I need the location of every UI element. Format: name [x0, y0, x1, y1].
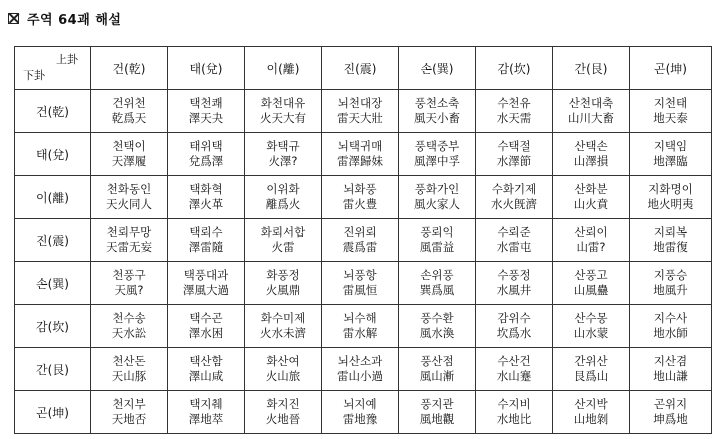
hexagram-cell [399, 262, 476, 305]
hexagram-cell [245, 133, 322, 176]
hexagram-cell [476, 219, 553, 262]
row-header: 감(坎) [15, 305, 91, 348]
hexagram-korean-name: 택화혁 [189, 182, 223, 196]
hexagram-cell [322, 90, 399, 133]
hexagram-cell [476, 90, 553, 133]
column-header: 태(兌) [168, 47, 245, 90]
hexagram-cell [630, 219, 712, 262]
hexagram-korean-name: 산택손 [574, 139, 608, 153]
hexagram-cell [91, 391, 168, 434]
hexagram-cell [91, 90, 168, 133]
document-title [8, 8, 121, 28]
hexagram-cell [245, 219, 322, 262]
hexagram-hanja-name: 風天小畜 [414, 111, 460, 125]
hexagram-cell [553, 391, 630, 434]
hexagram-hanja-name: 澤天夬 [188, 111, 224, 125]
table-row [15, 219, 712, 262]
hexagram-korean-name: 이위화 [266, 182, 300, 196]
hexagram-hanja-name: 巽爲風 [419, 283, 455, 297]
hexagram-hanja-name: 風火家人 [414, 197, 460, 211]
hexagram-hanja-name: 山火賁 [573, 197, 609, 211]
hexagram-korean-name: 뇌풍항 [343, 268, 377, 282]
column-header: 이(離) [245, 47, 322, 90]
hexagram-cell [399, 305, 476, 348]
hexagram-cell [630, 176, 712, 219]
hexagram-cell [399, 176, 476, 219]
hexagram-hanja-name: 水火旣濟 [491, 197, 537, 211]
hexagram-korean-name: 화택규 [266, 139, 300, 153]
row-header: 이(離) [15, 176, 91, 219]
hexagram-hanja-name: 火地晉 [265, 412, 301, 426]
table-row [15, 391, 712, 434]
hexagram-korean-name: 천산돈 [112, 354, 146, 368]
hexagram-cell [91, 305, 168, 348]
hexagram-cell [399, 348, 476, 391]
hexagram-korean-name: 택수곤 [189, 311, 223, 325]
hexagram-hanja-name: 天地否 [111, 412, 147, 426]
hexagram-hanja-name: 艮爲山 [573, 369, 609, 383]
hexagram-cell [91, 133, 168, 176]
hexagram-cell [245, 305, 322, 348]
hexagram-cell [91, 219, 168, 262]
hexagram-korean-name: 천화동인 [106, 182, 152, 196]
hexagram-korean-name: 풍화가인 [414, 182, 460, 196]
hexagram-hanja-name: 火山旅 [265, 369, 301, 383]
hexagram-korean-name: 화산여 [266, 354, 300, 368]
hexagram-cell [630, 391, 712, 434]
hexagram-korean-name: 뇌지예 [343, 397, 377, 411]
hexagram-korean-name: 건위천 [112, 96, 146, 110]
hexagram-cell [322, 348, 399, 391]
hexagram-korean-name: 천택이 [112, 139, 146, 153]
hexagram-cell [168, 348, 245, 391]
hexagram-hanja-name: 天火同人 [106, 197, 152, 211]
hexagram-hanja-name: 坤爲地 [653, 412, 688, 426]
hexagram-korean-name: 간위산 [574, 354, 608, 368]
hexagram-hanja-name: 風山漸 [419, 369, 455, 383]
hexagram-korean-name: 수지비 [497, 397, 531, 411]
hexagram-hanja-name: 雷天大壯 [337, 111, 383, 125]
hexagram-korean-name: 뇌수해 [343, 311, 377, 325]
hexagram-hanja-name: 地山謙 [653, 369, 688, 383]
hexagram-korean-name: 화풍정 [266, 268, 300, 282]
hexagram-cell [322, 219, 399, 262]
hexagram-cell [553, 219, 630, 262]
table-row [15, 305, 712, 348]
hexagram-cell [553, 90, 630, 133]
hexagram-hanja-name: 地火明夷 [647, 197, 694, 211]
table-row [15, 133, 712, 176]
lower-trigram-label: 下卦 [23, 69, 45, 82]
hexagram-korean-name: 택지췌 [189, 397, 223, 411]
hexagram-hanja-name: 水風井 [496, 283, 532, 297]
hexagram-cell [322, 176, 399, 219]
hexagram-korean-name: 택산함 [189, 354, 223, 368]
hexagram-korean-name: 화지진 [266, 397, 300, 411]
hexagram-hanja-name: 水雷屯 [496, 240, 532, 254]
hexagram-cell [476, 348, 553, 391]
hexagram-korean-name: 지택임 [653, 139, 688, 153]
hexagram-cell [399, 219, 476, 262]
hexagram-cell [553, 348, 630, 391]
hexagram-cell [476, 133, 553, 176]
checkbox-x-icon [8, 13, 19, 24]
hexagram-korean-name: 뇌산소과 [337, 354, 383, 368]
hexagram-cell [168, 219, 245, 262]
hexagram-korean-name: 지화명이 [648, 182, 693, 196]
hexagram-korean-name: 수화기제 [491, 182, 537, 196]
header-row [15, 47, 712, 90]
hexagram-korean-name: 택뢰수 [189, 225, 223, 239]
hexagram-cell [168, 133, 245, 176]
hexagram-korean-name: 산화분 [574, 182, 608, 196]
column-header: 건(乾) [91, 47, 168, 90]
hexagram-cell [476, 391, 553, 434]
hexagram-hanja-name: 澤雷隨 [188, 240, 224, 254]
hexagram-hanja-name: 火天大有 [260, 111, 306, 125]
hexagram-korean-name: 태위택 [189, 139, 223, 153]
hexagram-hanja-name: 風地觀 [419, 412, 455, 426]
hexagram-hanja-name: 地澤臨 [653, 154, 688, 168]
hexagram-hanja-name: 離爲火 [265, 197, 301, 211]
hexagram-hanja-name: 水山蹇 [496, 369, 532, 383]
table-row [15, 176, 712, 219]
hexagram-korean-name: 천수송 [112, 311, 146, 325]
hexagram-korean-name: 산뢰이 [574, 225, 608, 239]
hexagram-hanja-name: 天山豚 [111, 369, 147, 383]
hexagram-hanja-name: 火水未濟 [260, 326, 306, 340]
hexagram-korean-name: 풍수환 [420, 311, 454, 325]
hexagram-korean-name: 수풍정 [497, 268, 531, 282]
hexagram-korean-name: 천지부 [112, 397, 146, 411]
hexagram-hanja-name: 山雷? [576, 240, 606, 254]
hexagram-korean-name: 산수몽 [574, 311, 608, 325]
row-header: 곤(坤) [15, 391, 91, 434]
hexagram-cell [553, 176, 630, 219]
hexagram-cell [168, 262, 245, 305]
hexagram-korean-name: 지풍승 [653, 268, 688, 282]
hexagram-cell [476, 305, 553, 348]
hexagram-table [14, 46, 712, 434]
hexagram-hanja-name: 雷風恒 [342, 283, 378, 297]
hexagram-hanja-name: 地天泰 [653, 111, 688, 125]
hexagram-hanja-name: 地水師 [653, 326, 688, 340]
hexagram-hanja-name: 山水蒙 [573, 326, 609, 340]
row-header: 태(兌) [15, 133, 91, 176]
hexagram-cell [399, 391, 476, 434]
hexagram-korean-name: 풍택중부 [414, 139, 460, 153]
hexagram-cell [553, 305, 630, 348]
hexagram-korean-name: 화뢰서합 [260, 225, 306, 239]
hexagram-cell [245, 176, 322, 219]
hexagram-korean-name: 감위수 [497, 311, 531, 325]
row-header: 진(震) [15, 219, 91, 262]
hexagram-cell [630, 262, 712, 305]
hexagram-hanja-name: 天水訟 [111, 326, 147, 340]
hexagram-cell [553, 262, 630, 305]
hexagram-hanja-name: 山川大畜 [568, 111, 614, 125]
hexagram-korean-name: 천뢰무망 [106, 225, 152, 239]
hexagram-korean-name: 지산겸 [653, 354, 688, 368]
upper-trigram-label: 上卦 [56, 53, 78, 66]
hexagram-hanja-name: 乾爲天 [111, 111, 147, 125]
hexagram-korean-name: 지수사 [653, 311, 688, 325]
hexagram-korean-name: 뇌천대장 [337, 96, 383, 110]
hexagram-hanja-name: 風雷益 [419, 240, 455, 254]
hexagram-cell [322, 305, 399, 348]
table-row [15, 262, 712, 305]
hexagram-cell [630, 90, 712, 133]
hexagram-cell [476, 176, 553, 219]
hexagram-hanja-name: 雷澤歸妹 [337, 154, 383, 168]
hexagram-korean-name: 수택절 [497, 139, 531, 153]
hexagram-hanja-name: 山地剝 [573, 412, 609, 426]
hexagram-cell [322, 133, 399, 176]
hexagram-cell [322, 391, 399, 434]
hexagram-hanja-name: 地雷復 [653, 240, 688, 254]
hexagram-cell [245, 348, 322, 391]
hexagram-hanja-name: 澤風大過 [183, 283, 229, 297]
hexagram-cell [553, 133, 630, 176]
hexagram-hanja-name: 山澤損 [573, 154, 609, 168]
title-text: 주역 64괘 해설 [27, 12, 122, 28]
column-header: 감(坎) [476, 47, 553, 90]
hexagram-korean-name: 천풍구 [112, 268, 146, 282]
hexagram-hanja-name: 山風蠱 [573, 283, 609, 297]
hexagram-korean-name: 뇌화풍 [343, 182, 377, 196]
hexagram-hanja-name: 澤水困 [188, 326, 224, 340]
hexagram-hanja-name: 震爲雷 [342, 240, 378, 254]
hexagram-hanja-name: 澤火革 [188, 197, 224, 211]
hexagram-korean-name: 수산건 [497, 354, 531, 368]
hexagram-korean-name: 수뢰준 [497, 225, 531, 239]
column-header: 곤(坤) [630, 47, 712, 90]
hexagram-hanja-name: 澤山咸 [188, 369, 224, 383]
hexagram-korean-name: 산천대축 [568, 96, 614, 110]
hexagram-cell [322, 262, 399, 305]
hexagram-cell [91, 348, 168, 391]
hexagram-korean-name: 지천태 [653, 96, 688, 110]
corner-cell [15, 47, 91, 90]
hexagram-korean-name: 화수미제 [260, 311, 306, 325]
hexagram-hanja-name: 火風鼎 [265, 283, 301, 297]
column-header: 손(巽) [399, 47, 476, 90]
column-header: 간(艮) [553, 47, 630, 90]
hexagram-hanja-name: 天雷无妄 [106, 240, 152, 254]
hexagram-korean-name: 택천쾌 [189, 96, 223, 110]
hexagram-cell [168, 176, 245, 219]
row-header: 건(乾) [15, 90, 91, 133]
hexagram-korean-name: 산풍고 [574, 268, 608, 282]
hexagram-korean-name: 지뢰복 [653, 225, 688, 239]
hexagram-korean-name: 곤위지 [653, 397, 688, 411]
hexagram-cell [630, 305, 712, 348]
hexagram-korean-name: 화천대유 [260, 96, 306, 110]
hexagram-korean-name: 진위뢰 [343, 225, 377, 239]
table-row [15, 348, 712, 391]
hexagram-cell [168, 305, 245, 348]
hexagram-hanja-name: 澤地萃 [188, 412, 224, 426]
hexagram-korean-name: 풍산점 [420, 354, 454, 368]
hexagram-cell [168, 90, 245, 133]
hexagram-korean-name: 풍천소축 [414, 96, 460, 110]
hexagram-korean-name: 산지박 [574, 397, 608, 411]
hexagram-korean-name: 뇌택귀매 [337, 139, 383, 153]
hexagram-cell [245, 391, 322, 434]
hexagram-hanja-name: 雷水解 [342, 326, 378, 340]
hexagram-cell [168, 391, 245, 434]
hexagram-hanja-name: 水地比 [496, 412, 532, 426]
table-row [15, 90, 712, 133]
hexagram-cell [399, 90, 476, 133]
hexagram-korean-name: 수천유 [497, 96, 531, 110]
hexagram-hanja-name: 水澤節 [496, 154, 532, 168]
hexagram-cell [245, 262, 322, 305]
hexagram-hanja-name: 雷山小過 [337, 369, 383, 383]
hexagram-cell [630, 348, 712, 391]
row-header: 손(巽) [15, 262, 91, 305]
hexagram-korean-name: 풍뢰익 [420, 225, 454, 239]
hexagram-cell [630, 133, 712, 176]
hexagram-hanja-name: 天澤履 [111, 154, 147, 168]
row-header: 간(艮) [15, 348, 91, 391]
column-header: 진(震) [322, 47, 399, 90]
hexagram-hanja-name: 雷地豫 [342, 412, 378, 426]
hexagram-hanja-name: 天風? [114, 283, 144, 297]
hexagram-korean-name: 손위풍 [420, 268, 454, 282]
hexagram-hanja-name: 兌爲澤 [188, 154, 224, 168]
hexagram-korean-name: 풍지관 [420, 397, 454, 411]
hexagram-cell [245, 90, 322, 133]
hexagram-hanja-name: 火雷 [271, 240, 295, 254]
hexagram-hanja-name: 風水渙 [419, 326, 455, 340]
hexagram-cell [399, 133, 476, 176]
hexagram-cell [91, 262, 168, 305]
hexagram-hanja-name: 地風升 [653, 283, 688, 297]
hexagram-cell [91, 176, 168, 219]
hexagram-hanja-name: 雷火豊 [342, 197, 378, 211]
hexagram-hanja-name: 風澤中孚 [414, 154, 460, 168]
hexagram-hanja-name: 火澤? [268, 154, 298, 168]
hexagram-hanja-name: 水天需 [496, 111, 532, 125]
hexagram-hanja-name: 坎爲水 [496, 326, 532, 340]
hexagram-korean-name: 택풍대과 [183, 268, 229, 282]
hexagram-cell [476, 262, 553, 305]
